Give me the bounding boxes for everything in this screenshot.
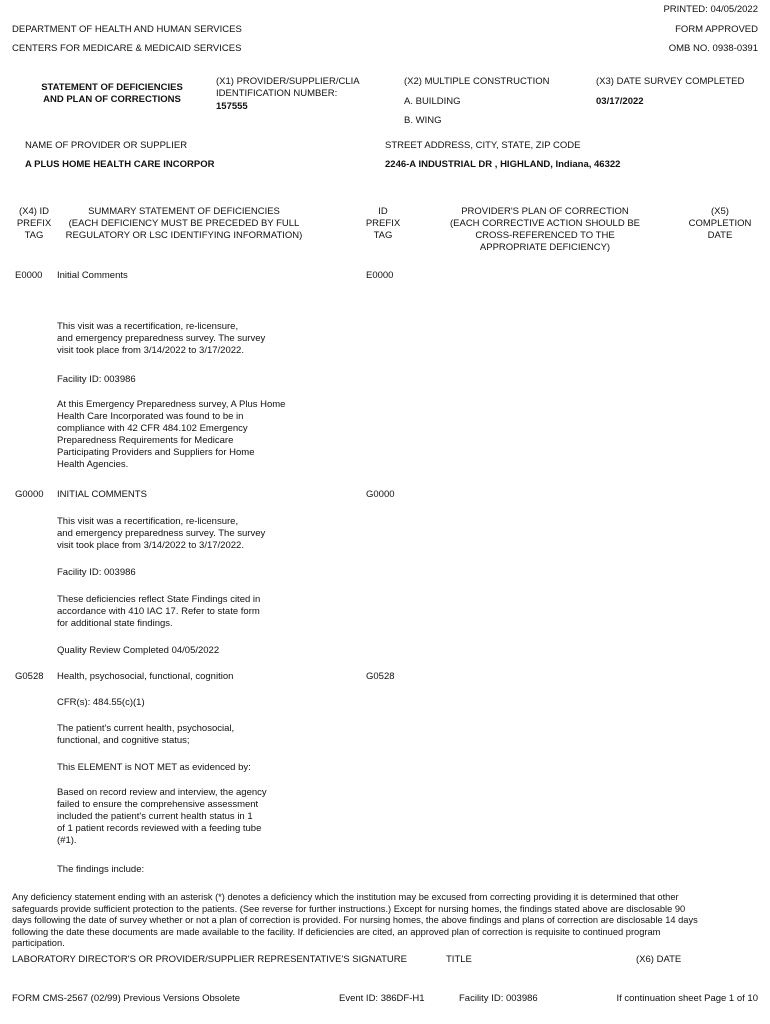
column-plan: PROVIDER'S PLAN OF CORRECTION (EACH CORRECTIVE ACTION SHOULD BE CROSS-REFERENCED TO THE APPROPRIATE DEFICIENCY) [449, 206, 641, 253]
e0000-prefix-tag: E0000 [15, 270, 43, 281]
column-id-prefix: ID PREFIX TAG [365, 206, 401, 241]
event-id: Event ID: 386DF-H1 [339, 993, 425, 1004]
column-summary: SUMMARY STATEMENT OF DEFICIENCIES (EACH DEFICIENCY MUST BE PRECEDED BY FULL REGULATORY OR LSC IDENTIFYING INFORMATION) [65, 206, 303, 241]
e0000-title: Initial Comments [57, 270, 128, 281]
g0528-title: Health, psychosocial, functional, cognition [57, 671, 234, 682]
continuation-sheet: If continuation sheet Page 1 of 10 [616, 993, 758, 1004]
signature-label: LABORATORY DIRECTOR'S OR PROVIDER/SUPPLIER REPRESENTATIVE'S SIGNATURE [12, 954, 407, 965]
g0528-paragraph-findings-include: The findings include: [57, 864, 145, 875]
g0000-paragraph-quality-review: Quality Review Completed 04/05/2022 [57, 645, 220, 656]
e0000-id-tag: E0000 [366, 270, 394, 281]
e0000-paragraph-facility: Facility ID: 003986 [57, 374, 136, 385]
provider-name: A PLUS HOME HEALTH CARE INCORPOR [25, 159, 215, 170]
g0528-paragraph-not-met: This ELEMENT is NOT MET as evidenced by: [57, 762, 251, 773]
title-label: TITLE [446, 954, 472, 965]
form-approved: FORM APPROVED [675, 24, 758, 35]
address-label: STREET ADDRESS, CITY, STATE, ZIP CODE [385, 140, 581, 151]
g0528-id-tag: G0528 [366, 671, 395, 682]
g0000-paragraph-state-findings: These deficiencies reflect State Findings cited in accordance with 410 IAC 17. Refer to state form for additional state findings. [57, 594, 261, 629]
column-x5-date: (X5) COMPLETION DATE [688, 206, 752, 241]
address-value: 2246-A INDUSTRIAL DR , HIGHLAND, Indiana, 46322 [385, 159, 621, 170]
g0528-paragraph-cfr: CFR(s): 484.55(c)(1) [57, 697, 145, 708]
x3-value: 03/17/2022 [596, 96, 644, 107]
disclaimer-text: Any deficiency statement ending with an asterisk (*) denotes a deficiency which the institution may be excused from correcting providing it is determined that other safeguards provide sufficient protection to the patients. (See reverse for further instructions.) Except for nursing homes, the findings stated above are disclosable 90 days following the date of survey whether or not a plan of correction is provided. For nursing homes, the above findings and plans of correction are disclosable 14 days following the date these documents are made available to the facility. If deficiencies are cited, an approved plan of correction is requisite to continued program participation. [12, 892, 698, 948]
g0000-paragraph-facility: Facility ID: 003986 [57, 567, 136, 578]
department-name: DEPARTMENT OF HEALTH AND HUMAN SERVICES [12, 24, 242, 35]
statement-title: STATEMENT OF DEFICIENCIES AND PLAN OF CORRECTIONS [41, 82, 183, 105]
g0528-prefix-tag: G0528 [15, 671, 44, 682]
x2-building: A. BUILDING [404, 96, 461, 107]
agency-name: CENTERS FOR MEDICARE & MEDICAID SERVICES [12, 43, 242, 54]
x6-date-label: (X6) DATE [636, 954, 682, 965]
g0000-paragraph-survey: This visit was a recertification, re-licensure, and emergency preparedness survey. The survey visit took place from 3/14/2022 to 3/17/2022. [57, 516, 266, 551]
e0000-paragraph-survey: This visit was a recertification, re-licensure, and emergency preparedness survey. The survey visit took place from 3/14/2022 to 3/17/2022. [57, 321, 266, 356]
x1-label: (X1) PROVIDER/SUPPLIER/CLIA IDENTIFICATION NUMBER: [216, 76, 360, 99]
x3-label: (X3) DATE SURVEY COMPLETED [596, 76, 745, 87]
g0528-paragraph-findings-summary: Based on record review and interview, the agency failed to ensure the comprehensive assessment included the patient's current health status in 1 of 1 patient records reviewed with a feeding tube (#1). [57, 787, 267, 846]
column-x4-prefix: (X4) ID PREFIX TAG [16, 206, 52, 241]
g0000-title: INITIAL COMMENTS [57, 489, 147, 500]
g0000-prefix-tag: G0000 [15, 489, 44, 500]
x1-value: 157555 [216, 101, 248, 112]
x2-wing: B. WING [404, 115, 442, 126]
x2-label: (X2) MULTIPLE CONSTRUCTION [404, 76, 550, 87]
facility-id: Facility ID: 003986 [459, 993, 538, 1004]
form-number: FORM CMS-2567 (02/99) Previous Versions Obsolete [12, 993, 241, 1004]
e0000-paragraph-compliance: At this Emergency Preparedness survey, A Plus Home Health Care Incorporated was found to be in compliance with 42 CFR 484.102 Emergency Preparedness Requirements for Medicare Participating Providers and Suppliers for Home Health Agencies. [57, 399, 286, 470]
provider-name-label: NAME OF PROVIDER OR SUPPLIER [25, 140, 188, 151]
g0528-paragraph-status: The patient's current health, psychosocial, functional, and cognitive status; [57, 723, 235, 746]
g0000-id-tag: G0000 [366, 489, 395, 500]
printed-date: PRINTED: 04/05/2022 [663, 4, 758, 15]
omb-number: OMB NO. 0938-0391 [668, 43, 758, 54]
